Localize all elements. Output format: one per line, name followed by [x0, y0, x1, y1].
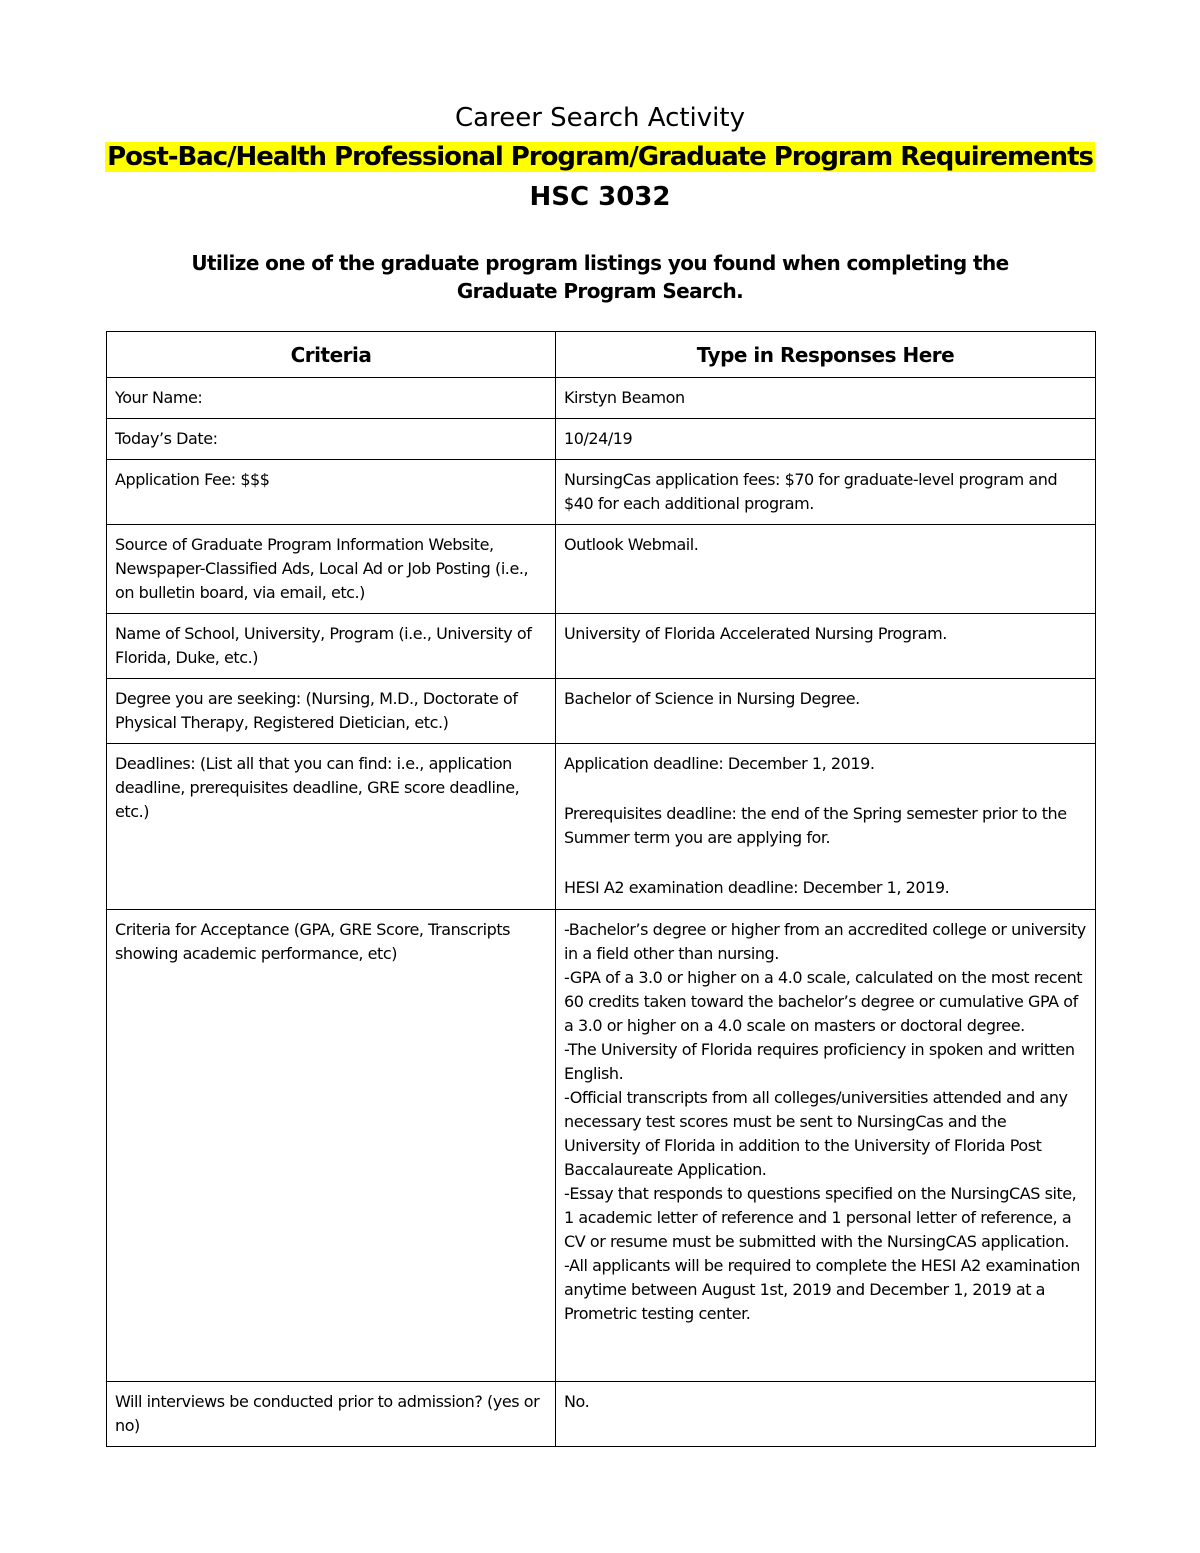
response-cell[interactable] [556, 910, 1096, 1382]
acceptance-criterion: -Essay that responds to questions specified on the NursingCAS site, 1 academic letter of reference and 1 personal letter of reference, a CV or resume must be submitted with the NursingCAS application. [564, 1184, 1077, 1251]
response-cell[interactable]: No. [556, 1382, 1096, 1447]
criteria-cell: Deadlines: (List all that you can find: i.e., application deadline, prerequisites deadline, GRE score deadline, etc.) [107, 744, 556, 910]
deadline-hesi: HESI A2 examination deadline: December 1, 2019. [564, 878, 950, 897]
response-cell[interactable]: Outlook Webmail. [556, 525, 1096, 614]
deadline-prerequisites: Prerequisites deadline: the end of the Spring semester prior to the Summer term you are applying for. [564, 804, 1067, 847]
response-cell[interactable]: 10/24/19 [556, 419, 1096, 460]
criteria-cell: Degree you are seeking: (Nursing, M.D., Doctorate of Physical Therapy, Registered Dietician, etc.) [107, 679, 556, 744]
instructions-line-1: Utilize one of the graduate program listings you found when completing the [191, 251, 1009, 275]
criteria-cell: Source of Graduate Program Information Website, Newspaper-Classified Ads, Local Ad or Job Posting (i.e., on bulletin board, via email, etc.) [107, 525, 556, 614]
criteria-cell: Application Fee: $$$ [107, 460, 556, 525]
table-row [107, 1382, 1096, 1447]
acceptance-criterion: -Official transcripts from all colleges/universities attended and any necessary test scores must be sent to NursingCas and the University of Florida in addition to the University of Florida Post Baccalaureate Application. [564, 1088, 1068, 1179]
table-row [107, 614, 1096, 679]
table-row [107, 525, 1096, 614]
table-row [107, 419, 1096, 460]
response-cell[interactable]: Kirstyn Beamon [556, 378, 1096, 419]
criteria-cell: Your Name: [107, 378, 556, 419]
acceptance-criterion: -All applicants will be required to complete the HESI A2 examination anytime between August 1st, 2019 and December 1, 2019 at a Prometric testing center. [564, 1256, 1080, 1323]
criteria-cell: Name of School, University, Program (i.e., University of Florida, Duke, etc.) [107, 614, 556, 679]
acceptance-criterion: -Bachelor’s degree or higher from an accredited college or university in a field other than nursing. [564, 920, 1086, 963]
criteria-cell: Criteria for Acceptance (GPA, GRE Score, Transcripts showing academic performance, etc) [107, 910, 556, 1382]
table-row [107, 460, 1096, 525]
page-subtitle [0, 139, 1200, 175]
course-code: HSC 3032 [529, 182, 671, 212]
criteria-cell: Today’s Date: [107, 419, 556, 460]
table-header-row [107, 332, 1096, 378]
highlighted-subtitle: Post-Bac/Health Professional Program/Graduate Program Requirements [107, 142, 1093, 172]
instructions [0, 249, 1200, 305]
page-title: Career Search Activity [455, 103, 745, 133]
header-responses: Type in Responses Here [556, 332, 1096, 378]
acceptance-criterion: -The University of Florida requires proficiency in spoken and written English. [564, 1040, 1075, 1083]
instructions-line-2: Graduate Program Search. [456, 279, 744, 303]
criteria-cell: Will interviews be conducted prior to admission? (yes or no) [107, 1382, 556, 1447]
table-row [107, 910, 1096, 1382]
response-cell[interactable]: Bachelor of Science in Nursing Degree. [556, 679, 1096, 744]
criteria-table [106, 331, 1096, 1447]
table-row [107, 378, 1096, 419]
response-cell[interactable]: University of Florida Accelerated Nursing Program. [556, 614, 1096, 679]
table-row [107, 679, 1096, 744]
table-row [107, 744, 1096, 910]
acceptance-criterion: -GPA of a 3.0 or higher on a 4.0 scale, calculated on the most recent 60 credits taken toward the bachelor’s degree or cumulative GPA of a 3.0 or higher on a 4.0 scale on masters or doctoral degree. [564, 968, 1083, 1035]
header-criteria: Criteria [107, 332, 556, 378]
response-cell[interactable]: NursingCas application fees: $70 for graduate-level program and $40 for each additional program. [556, 460, 1096, 525]
response-cell[interactable] [556, 744, 1096, 910]
deadline-application: Application deadline: December 1, 2019. [564, 754, 875, 773]
